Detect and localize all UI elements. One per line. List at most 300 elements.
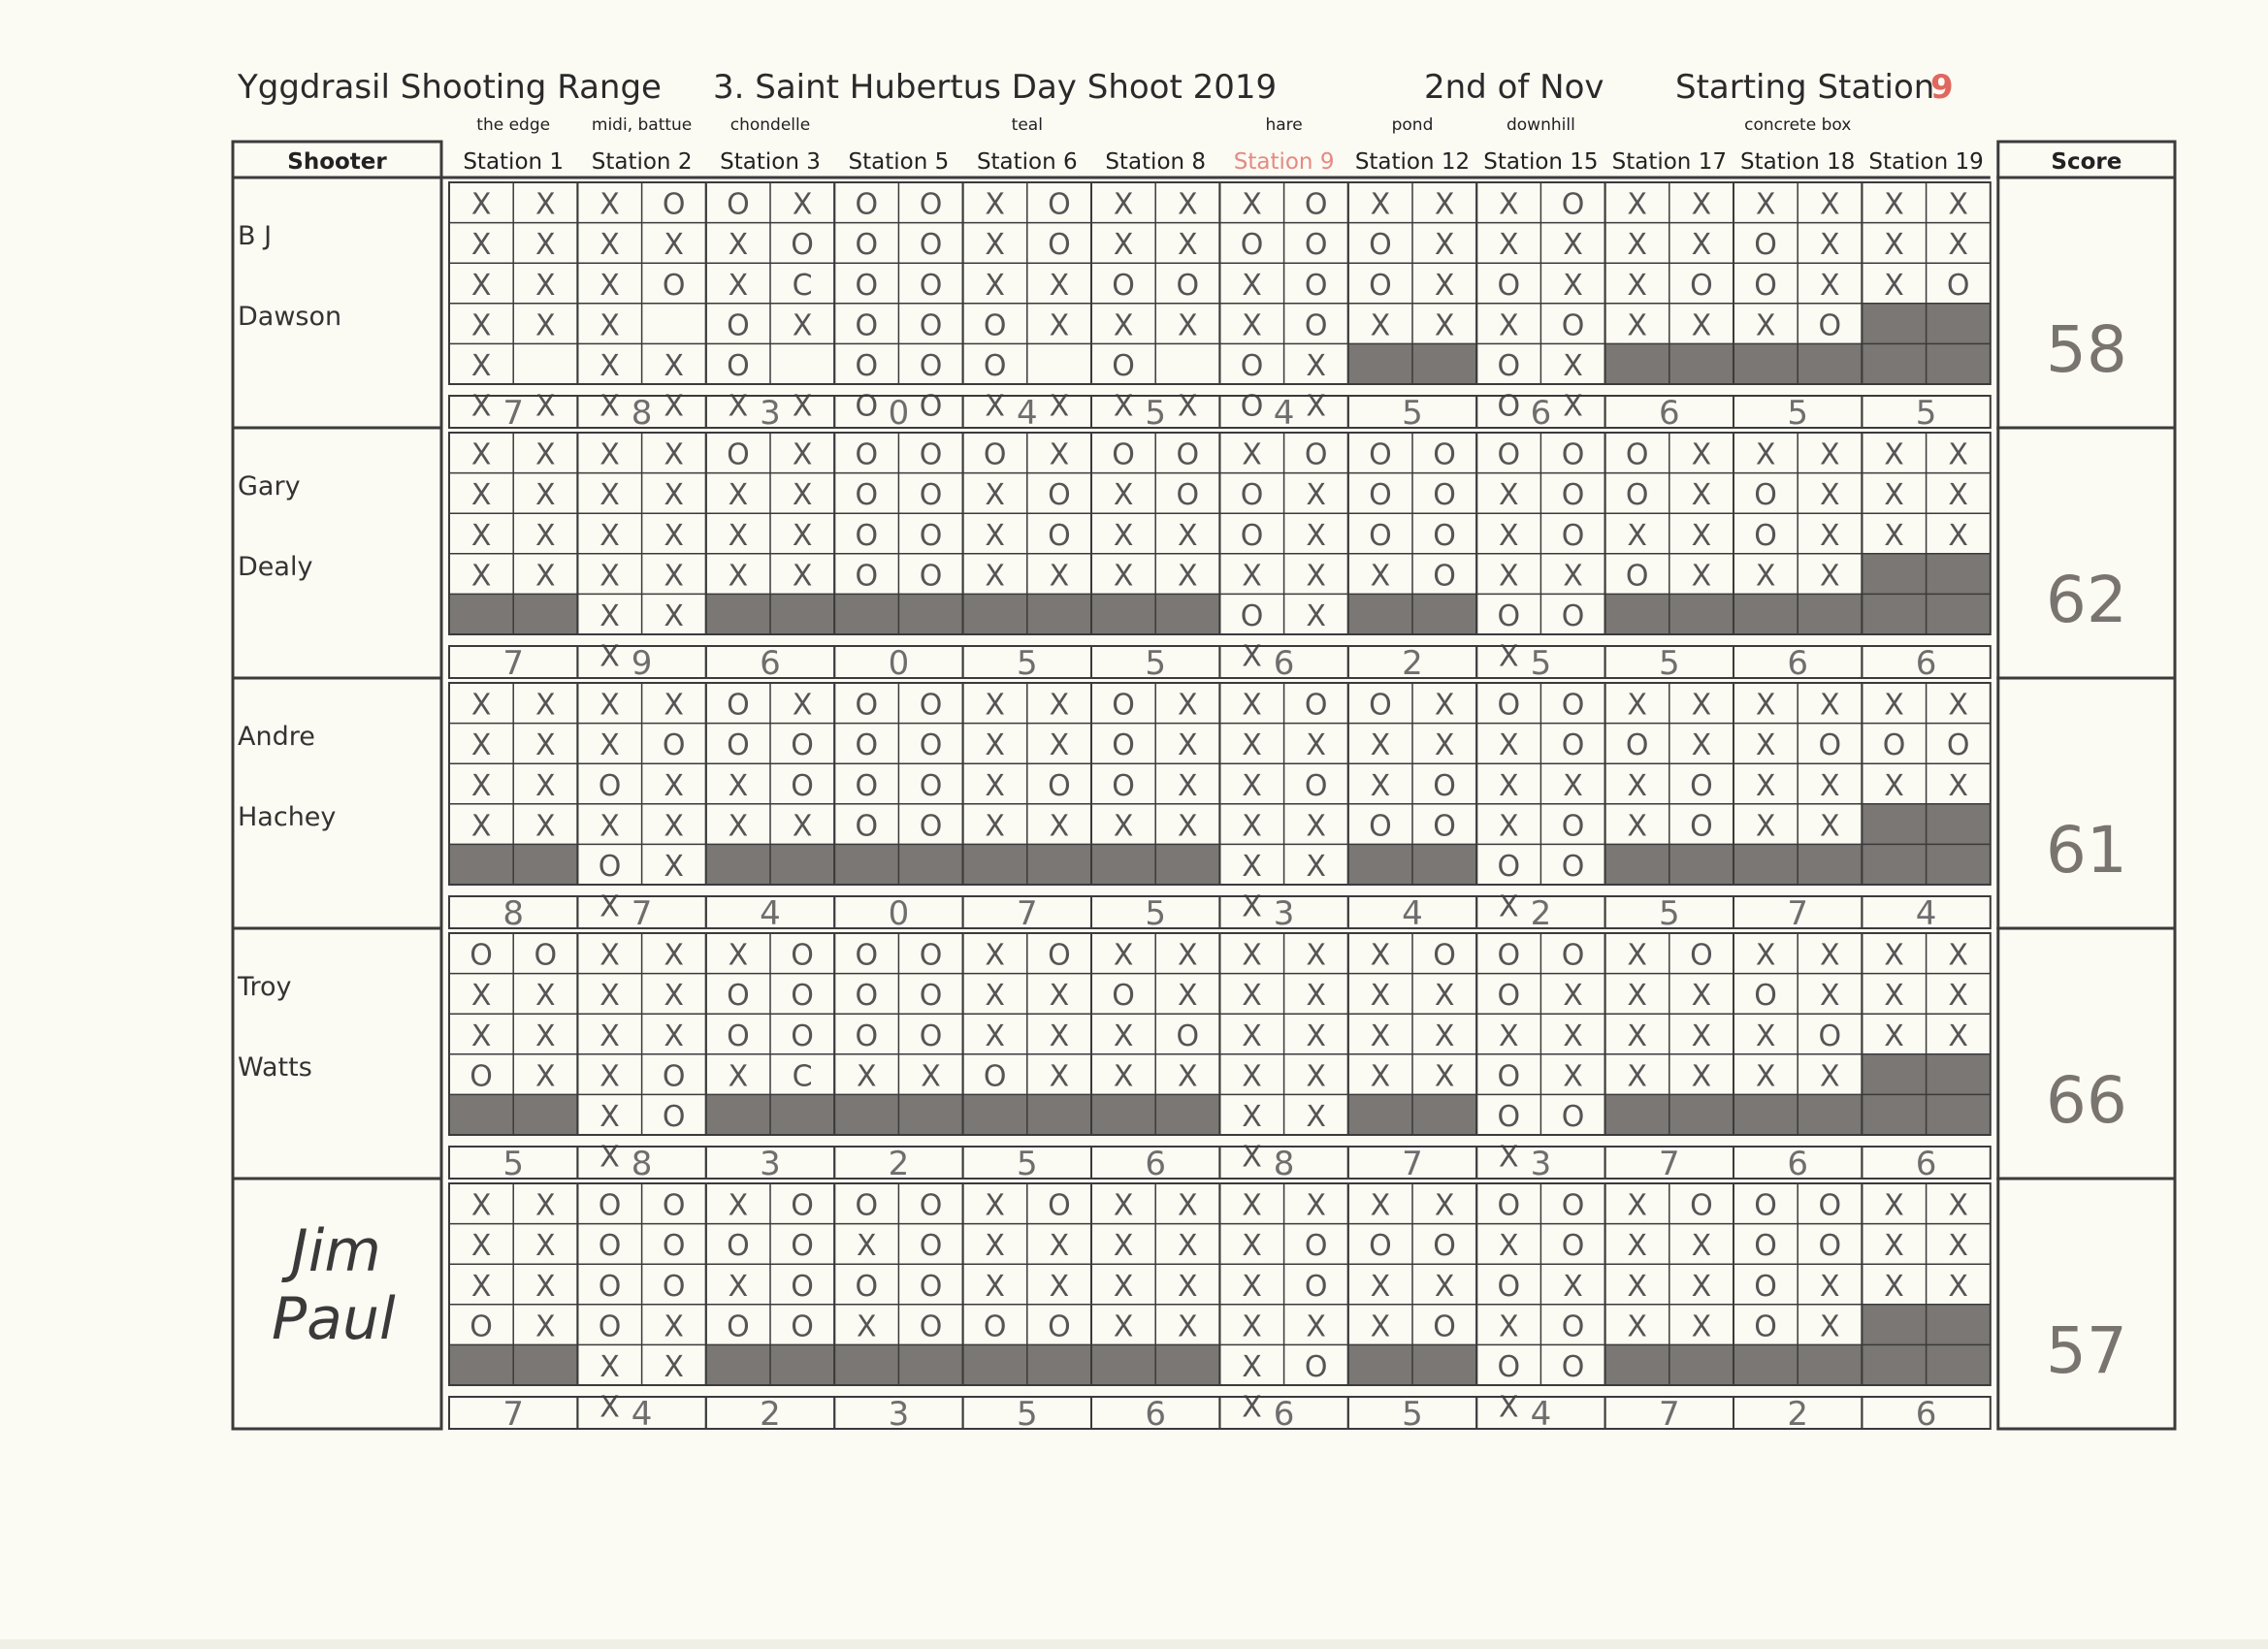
shot-mark: X xyxy=(1691,1269,1712,1304)
shot-mark: X xyxy=(470,688,492,723)
shot-mark: X xyxy=(470,518,492,553)
station-subtotal: 7 xyxy=(502,1395,525,1434)
shot-mark: O xyxy=(791,979,814,1014)
shot-mark: X xyxy=(985,1269,1005,1304)
shot-mark: X xyxy=(792,559,813,594)
shot-mark: O xyxy=(1433,478,1456,513)
shot-mark: O xyxy=(1946,728,1970,763)
shot-mark: X xyxy=(985,979,1005,1014)
shot-mark: X xyxy=(728,389,749,424)
shot-mark: X xyxy=(1820,559,1840,594)
shot-mark: X xyxy=(599,437,620,472)
shot-mark: O xyxy=(1369,1229,1392,1264)
shot-mark: X xyxy=(1499,1390,1519,1425)
shot-mark: O xyxy=(791,728,814,763)
shot-mark: O xyxy=(1561,850,1585,884)
shot-mark: O xyxy=(919,938,943,973)
shot-mark: X xyxy=(599,1350,620,1384)
shot-mark: X xyxy=(1242,889,1262,924)
shot-mark: O xyxy=(1882,728,1906,763)
shot-mark: O xyxy=(1754,979,1777,1014)
station-subtotal: 5 xyxy=(1915,394,1937,433)
station-sublabel: chondelle xyxy=(729,115,811,135)
shot-mark: X xyxy=(1820,228,1840,263)
shot-mark: X xyxy=(1242,938,1262,973)
station-sublabel: hare xyxy=(1265,115,1303,135)
shot-mark: X xyxy=(1884,228,1904,263)
shot-mark: O xyxy=(598,1269,622,1304)
shot-mark: X xyxy=(1049,809,1070,844)
shot-mark: X xyxy=(470,979,492,1014)
shot-mark: X xyxy=(1948,1269,1968,1304)
shot-mark: X xyxy=(535,1059,556,1094)
shot-mark: O xyxy=(855,979,879,1014)
shot-mark: O xyxy=(1433,559,1456,594)
shot-mark: X xyxy=(1113,478,1134,513)
shot-mark: O xyxy=(1625,728,1649,763)
station-sublabel: pond xyxy=(1391,115,1434,135)
shot-mark: X xyxy=(857,1059,877,1094)
station-subtotal: 8 xyxy=(1273,1145,1295,1183)
shot-mark: O xyxy=(855,1018,879,1053)
shot-mark: O xyxy=(1433,1310,1456,1344)
shot-mark: O xyxy=(1497,938,1521,973)
station-subtotal: 6 xyxy=(1787,644,1809,683)
shooter-first-name: Gary xyxy=(238,471,301,501)
shot-mark: X xyxy=(1948,228,1968,263)
station-subtotal: 5 xyxy=(1016,1395,1038,1434)
shot-mark: X xyxy=(1884,979,1904,1014)
shot-mark: X xyxy=(470,1188,492,1223)
shot-mark: X xyxy=(599,389,620,424)
shot-mark: X xyxy=(1178,688,1198,723)
shot-mark: X xyxy=(1370,1310,1391,1344)
shot-mark: O xyxy=(1754,1229,1777,1264)
shot-mark: X xyxy=(1948,1018,1968,1053)
shot-mark: X xyxy=(1627,268,1647,303)
shot-mark: X xyxy=(1948,1188,1968,1223)
shot-mark: X xyxy=(1820,1269,1840,1304)
shot-mark: X xyxy=(470,268,492,303)
shot-mark: O xyxy=(1369,688,1392,723)
shot-mark: O xyxy=(1369,437,1392,472)
shot-mark: X xyxy=(1306,1100,1326,1134)
shot-mark: X xyxy=(1242,768,1262,803)
shot-mark: X xyxy=(470,478,492,513)
shot-mark: X xyxy=(599,518,620,553)
shot-mark: X xyxy=(1434,728,1455,763)
shot-mark: X xyxy=(1691,559,1712,594)
station-subtotal: 4 xyxy=(1016,394,1038,433)
shot-mark: O xyxy=(1561,1100,1585,1134)
shot-mark: O xyxy=(1304,688,1328,723)
station-header: Station 19 xyxy=(1868,149,1984,175)
shot-mark: X xyxy=(1948,478,1968,513)
shot-mark: X xyxy=(1499,228,1519,263)
shot-mark: X xyxy=(1113,518,1134,553)
shot-mark: O xyxy=(1754,478,1777,513)
shot-mark: X xyxy=(664,979,684,1014)
station-subtotal: 3 xyxy=(760,394,781,433)
shot-mark: O xyxy=(791,1018,814,1053)
shot-mark: O xyxy=(727,688,750,723)
shot-mark: X xyxy=(1820,437,1840,472)
shot-mark: X xyxy=(535,688,556,723)
shot-mark: X xyxy=(1948,518,1968,553)
shot-mark: X xyxy=(1113,187,1134,222)
shot-mark: X xyxy=(1113,228,1134,263)
shot-mark: X xyxy=(1691,308,1712,343)
shot-mark: O xyxy=(727,437,750,472)
shot-mark: X xyxy=(1884,768,1904,803)
shot-mark: O xyxy=(1240,478,1264,513)
shot-mark: O xyxy=(1561,728,1585,763)
shot-mark: O xyxy=(1304,1350,1328,1384)
shot-mark: X xyxy=(728,518,749,553)
shot-mark: X xyxy=(599,938,620,973)
total-score: 57 xyxy=(2045,1313,2127,1388)
shot-mark: O xyxy=(1497,979,1521,1014)
shot-mark: O xyxy=(727,1229,750,1264)
shot-mark: O xyxy=(1304,228,1328,263)
station-subtotal: 8 xyxy=(502,894,525,933)
shot-mark: O xyxy=(1497,1350,1521,1384)
shot-mark: X xyxy=(1820,478,1840,513)
shot-mark: O xyxy=(1112,268,1135,303)
event-date: 2nd of Nov xyxy=(1424,68,1604,107)
shot-mark: X xyxy=(1948,938,1968,973)
shot-mark: O xyxy=(662,1100,686,1134)
shot-mark: O xyxy=(983,1310,1007,1344)
shot-mark: O xyxy=(598,1188,622,1223)
shot-mark: X xyxy=(664,938,684,973)
shot-mark: O xyxy=(919,1229,943,1264)
shot-mark: X xyxy=(599,599,620,633)
shooter-header: Shooter xyxy=(287,149,387,175)
station-subtotal: 6 xyxy=(1273,644,1295,683)
shot-mark: X xyxy=(985,1188,1005,1223)
shot-mark: O xyxy=(1625,437,1649,472)
shot-mark: X xyxy=(535,1229,556,1264)
shot-mark: O xyxy=(1240,599,1264,633)
shot-mark: X xyxy=(470,349,492,383)
shooter-last-name: Dawson xyxy=(238,302,342,332)
shot-mark: O xyxy=(1690,809,1713,844)
shot-mark: X xyxy=(1242,728,1262,763)
shot-mark: X xyxy=(985,1018,1005,1053)
station-subtotal: 6 xyxy=(760,644,781,683)
shot-mark: X xyxy=(728,228,749,263)
shot-mark: O xyxy=(1754,228,1777,263)
shot-mark: O xyxy=(1433,768,1456,803)
shot-mark: O xyxy=(1240,228,1264,263)
shot-mark: C xyxy=(792,1059,813,1094)
shot-mark: X xyxy=(985,728,1005,763)
shot-mark: X xyxy=(985,688,1005,723)
shot-mark: O xyxy=(1561,308,1585,343)
shot-mark: X xyxy=(1691,478,1712,513)
shot-mark: X xyxy=(1049,268,1070,303)
shot-mark: X xyxy=(1948,768,1968,803)
shot-mark: X xyxy=(1820,688,1840,723)
shot-mark: X xyxy=(985,389,1005,424)
score-header: Score xyxy=(2051,149,2122,175)
shot-mark: X xyxy=(857,1229,877,1264)
shot-mark: O xyxy=(855,1188,879,1223)
shot-mark: X xyxy=(599,1100,620,1134)
shot-mark: X xyxy=(792,809,813,844)
starting-station-label: Starting Station xyxy=(1675,68,1935,107)
shot-mark: X xyxy=(1306,1059,1326,1094)
station-subtotal: 7 xyxy=(1016,894,1038,933)
shot-mark: O xyxy=(1369,518,1392,553)
scan-edge xyxy=(0,1639,2268,1649)
station-sublabel: concrete box xyxy=(1744,115,1852,135)
shot-mark: X xyxy=(535,228,556,263)
shot-mark: O xyxy=(470,1310,493,1344)
shot-mark: X xyxy=(664,478,684,513)
shot-mark: X xyxy=(1306,850,1326,884)
station-subtotal: 6 xyxy=(1658,394,1680,433)
shot-mark: O xyxy=(983,308,1007,343)
shot-mark: X xyxy=(1499,1310,1519,1344)
shot-mark: X xyxy=(1242,1059,1262,1094)
station-subtotal: 5 xyxy=(1016,644,1038,683)
shot-mark: O xyxy=(1497,599,1521,633)
shot-mark: X xyxy=(664,437,684,472)
shot-mark: O xyxy=(855,478,879,513)
shot-mark: X xyxy=(1178,1059,1198,1094)
shot-mark: X xyxy=(985,559,1005,594)
shot-mark: O xyxy=(919,768,943,803)
shot-mark: O xyxy=(1625,559,1649,594)
shot-mark: X xyxy=(728,809,749,844)
shot-mark: O xyxy=(1176,268,1200,303)
shot-mark: X xyxy=(1178,308,1198,343)
total-score: 62 xyxy=(2045,563,2127,637)
station-subtotal: 6 xyxy=(1915,644,1937,683)
shot-mark: X xyxy=(1755,809,1776,844)
shot-mark: X xyxy=(1884,478,1904,513)
shot-mark: X xyxy=(1499,728,1519,763)
station-subtotal: 6 xyxy=(1145,1395,1167,1434)
shot-mark: O xyxy=(791,768,814,803)
station-header: Station 5 xyxy=(848,149,950,175)
shot-mark: O xyxy=(855,938,879,973)
shot-mark: O xyxy=(1304,268,1328,303)
station-subtotal: 9 xyxy=(631,644,653,683)
station-subtotal: 7 xyxy=(1658,1395,1680,1434)
shot-mark: O xyxy=(1497,437,1521,472)
shot-mark: X xyxy=(1113,938,1134,973)
shot-mark: O xyxy=(919,1310,943,1344)
shot-mark: X xyxy=(1691,1229,1712,1264)
shot-mark: X xyxy=(1499,308,1519,343)
shot-mark: X xyxy=(599,728,620,763)
shot-mark: O xyxy=(1561,1229,1585,1264)
shot-mark: X xyxy=(1178,559,1198,594)
shot-mark: X xyxy=(1755,938,1776,973)
shot-mark: X xyxy=(1242,1100,1262,1134)
shot-mark: X xyxy=(1049,1269,1070,1304)
shot-mark: X xyxy=(1242,1140,1262,1175)
shot-mark: X xyxy=(535,979,556,1014)
shot-mark: X xyxy=(792,187,813,222)
shot-mark: O xyxy=(791,1310,814,1344)
shot-mark: X xyxy=(1434,688,1455,723)
shot-mark: X xyxy=(1113,1269,1134,1304)
station-subtotal: 5 xyxy=(1658,894,1680,933)
shot-mark: X xyxy=(1627,518,1647,553)
shot-mark: X xyxy=(1755,768,1776,803)
station-subtotal: 5 xyxy=(1145,644,1167,683)
shot-mark: O xyxy=(662,728,686,763)
shot-mark: X xyxy=(470,1018,492,1053)
shot-mark: X xyxy=(985,268,1005,303)
total-score: 61 xyxy=(2045,813,2127,888)
shot-mark: O xyxy=(919,809,943,844)
shot-mark: X xyxy=(728,1059,749,1094)
shot-mark: X xyxy=(1370,1188,1391,1223)
shot-mark: X xyxy=(1113,1229,1134,1264)
shot-mark: O xyxy=(1433,518,1456,553)
shot-mark: O xyxy=(1561,187,1585,222)
shot-mark: X xyxy=(1178,518,1198,553)
shot-mark: O xyxy=(1497,1269,1521,1304)
shot-mark: O xyxy=(855,268,879,303)
shot-mark: O xyxy=(1176,1018,1200,1053)
shot-mark: O xyxy=(1754,268,1777,303)
shot-mark: O xyxy=(1304,1229,1328,1264)
shot-mark: X xyxy=(664,559,684,594)
shot-mark: O xyxy=(1497,268,1521,303)
shot-mark: C xyxy=(792,268,813,303)
shot-mark: X xyxy=(1434,187,1455,222)
shot-mark: O xyxy=(1561,478,1585,513)
shot-mark: X xyxy=(1370,1059,1391,1094)
station-subtotal: 0 xyxy=(888,644,910,683)
shot-mark: O xyxy=(1497,349,1521,383)
shot-mark: X xyxy=(1306,599,1326,633)
shot-mark: X xyxy=(1499,518,1519,553)
shot-mark: X xyxy=(1434,308,1455,343)
shot-mark: X xyxy=(1563,1018,1583,1053)
shot-mark: X xyxy=(728,478,749,513)
shot-mark: X xyxy=(599,349,620,383)
shot-mark: X xyxy=(535,389,556,424)
shot-mark: X xyxy=(1049,389,1070,424)
shot-mark: O xyxy=(727,187,750,222)
station-sublabel: teal xyxy=(1011,115,1043,135)
station-header: Station 9 xyxy=(1233,149,1335,175)
station-subtotal: 3 xyxy=(760,1145,781,1183)
shot-mark: X xyxy=(1563,1269,1583,1304)
shot-mark: X xyxy=(1820,938,1840,973)
shot-mark: O xyxy=(1818,1188,1842,1223)
station-subtotal: 7 xyxy=(1658,1145,1680,1183)
station-subtotal: 6 xyxy=(1915,1395,1937,1434)
station-header: Station 3 xyxy=(720,149,821,175)
shot-mark: O xyxy=(791,1229,814,1264)
shot-mark: O xyxy=(1754,1188,1777,1223)
shooter-last-name: Watts xyxy=(238,1052,312,1083)
station-subtotal: 2 xyxy=(760,1395,781,1434)
shot-mark: X xyxy=(535,1188,556,1223)
shot-mark: X xyxy=(664,1310,684,1344)
shot-mark: X xyxy=(1627,1310,1647,1344)
shot-mark: X xyxy=(985,478,1005,513)
shot-mark: X xyxy=(1306,559,1326,594)
shot-mark: X xyxy=(1434,1269,1455,1304)
shot-mark: X xyxy=(1242,1018,1262,1053)
shot-mark: O xyxy=(1048,1188,1071,1223)
shot-mark: O xyxy=(662,1059,686,1094)
shot-mark: O xyxy=(983,437,1007,472)
station-subtotal: 3 xyxy=(888,1395,910,1434)
shot-mark: X xyxy=(599,1390,620,1425)
shot-mark: X xyxy=(1884,1018,1904,1053)
shot-mark: X xyxy=(1884,1188,1904,1223)
shot-mark: X xyxy=(1755,1059,1776,1094)
shot-mark: X xyxy=(1370,979,1391,1014)
shot-mark: O xyxy=(1690,268,1713,303)
shot-mark: X xyxy=(792,518,813,553)
shot-mark: X xyxy=(1755,308,1776,343)
shot-mark: X xyxy=(1884,187,1904,222)
shot-mark: X xyxy=(1627,768,1647,803)
station-subtotal: 6 xyxy=(1145,1145,1167,1183)
shot-mark: X xyxy=(1306,1188,1326,1223)
shot-mark: X xyxy=(1499,478,1519,513)
shot-mark: O xyxy=(1240,518,1264,553)
shot-mark: O xyxy=(1818,308,1842,343)
shot-mark: X xyxy=(1755,187,1776,222)
shot-mark: X xyxy=(535,559,556,594)
shot-mark: X xyxy=(535,187,556,222)
shot-mark: O xyxy=(1304,308,1328,343)
shot-mark: X xyxy=(1178,809,1198,844)
shot-mark: X xyxy=(1178,728,1198,763)
shot-mark: X xyxy=(1884,1269,1904,1304)
shot-mark: X xyxy=(1113,1188,1134,1223)
shot-mark: X xyxy=(1948,1229,1968,1264)
shot-mark: X xyxy=(1627,809,1647,844)
shot-mark: X xyxy=(535,728,556,763)
shot-mark: X xyxy=(664,1350,684,1384)
station-subtotal: 2 xyxy=(888,1145,910,1183)
station-header: Station 8 xyxy=(1105,149,1207,175)
shot-mark: X xyxy=(535,768,556,803)
shot-mark: O xyxy=(855,349,879,383)
shot-mark: X xyxy=(1627,1059,1647,1094)
shot-mark: X xyxy=(1499,1140,1519,1175)
shot-mark: O xyxy=(1048,478,1071,513)
shot-mark: X xyxy=(728,938,749,973)
shot-mark: X xyxy=(1884,437,1904,472)
station-subtotal: 6 xyxy=(1530,394,1552,433)
station-subtotal: 0 xyxy=(888,894,910,933)
shot-mark: X xyxy=(1563,1059,1583,1094)
shot-mark: X xyxy=(792,688,813,723)
shot-mark: X xyxy=(1178,1229,1198,1264)
shot-mark: X xyxy=(1820,768,1840,803)
shot-mark: O xyxy=(855,187,879,222)
shot-mark: X xyxy=(728,768,749,803)
shot-mark: O xyxy=(1754,518,1777,553)
shot-mark: O xyxy=(983,1059,1007,1094)
shot-mark: O xyxy=(855,768,879,803)
shot-mark: O xyxy=(1690,938,1713,973)
